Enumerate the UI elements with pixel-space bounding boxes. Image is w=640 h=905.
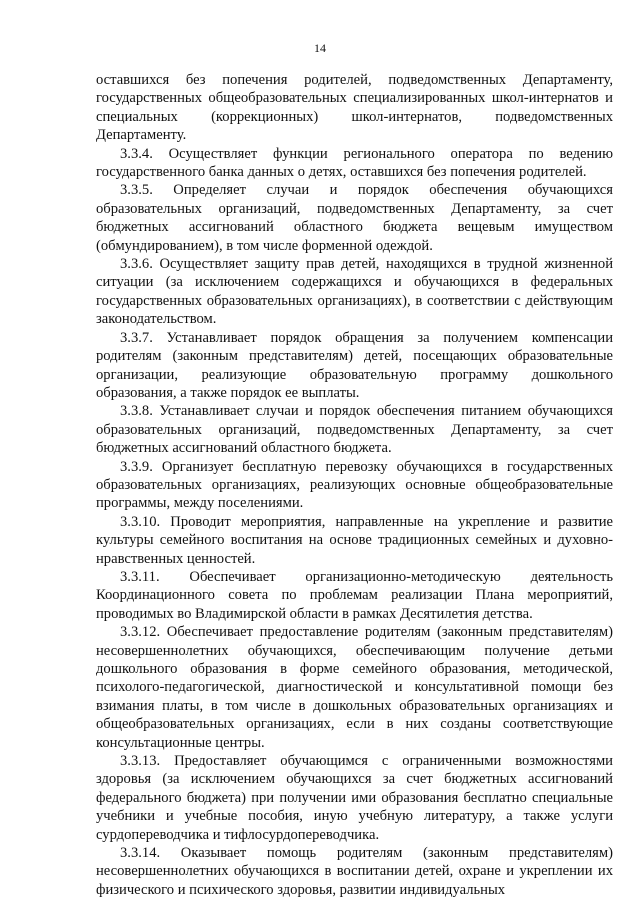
paragraph-3-3-11: 3.3.11. Обеспечивает организационно-методическую деятельность Координационного совета по проблемам реализации Плана мероприятий, проводимых во Владимирской области в рамках Десятилетия детства. bbox=[96, 568, 613, 622]
paragraph-3-3-6: 3.3.6. Осуществляет защиту прав детей, находящихся в трудной жизненной ситуации (за исключением содержащихся и обучающихся в федеральных государственных образовательных организациях), в соответствии с действующим законодательством. bbox=[96, 256, 613, 328]
paragraph-3-3-14: 3.3.14. Оказывает помощь родителям (законным представителям) несовершеннолетних обучающихся в воспитании детей, охране и укреплении их физического и психического здоровья, развитии индивидуальных bbox=[96, 845, 613, 898]
paragraph-3-3-8: 3.3.8. Устанавливает случаи и порядок обеспечения питанием обучающихся образовательных организаций, подведомственных Департаменту, за счет бюджетных ассигнований областного бюджета. bbox=[96, 403, 613, 457]
paragraph-3-3-13: 3.3.13. Предоставляет обучающимся с ограниченными возможностями здоровья (за исключением обучающихся за счет бюджетных ассигнований федерального бюджета) при получении ими образования бесплатно специальные учебники и учебные пособия, иную учебную литературу, а также услуги сурдопереводчика и тифлосурдопереводчика. bbox=[96, 753, 613, 843]
paragraph-3-3-4: 3.3.4. Осуществляет функции регионального оператора по ведению государственного банка данных о детях, оставшихся без попечения родителей. bbox=[96, 145, 613, 181]
page-number: 14 bbox=[314, 41, 326, 55]
paragraph-3-3-10: 3.3.10. Проводит мероприятия, направленные на укрепление и развитие культуры семейного воспитания на основе традиционных семейных и духовно-нравственных ценностей. bbox=[96, 513, 613, 567]
paragraph-continuation: оставшихся без попечения родителей, подведомственных Департаменту, государственных общеобразовательных специализированных школ-интернатов и специальных (коррекционных) школ-интернатов, подведомственных Департаменту. bbox=[96, 72, 613, 144]
document-body bbox=[96, 71, 613, 899]
paragraph-3-3-12: 3.3.12. Обеспечивает предоставление родителям (законным представителям) несовершеннолетних обучающихся, обеспечивающим получение детьми дошкольного образования в форме семейного образования, методической, психолого-педагогической, диагностической и консультативной помощи без взимания платы, в том числе в дошкольных образовательных организациях и общеобразовательных организациях, если в них созданы соответствующие консультационные центры. bbox=[96, 624, 613, 751]
paragraph-3-3-9: 3.3.9. Организует бесплатную перевозку обучающихся в государственных образовательных организациях, реализующих основные общеобразовательные программы, между поселениями. bbox=[96, 458, 613, 512]
paragraph-3-3-5: 3.3.5. Определяет случаи и порядок обеспечения обучающихся образовательных организаций, подведомственных Департаменту, за счет бюджетных ассигнований областного бюджета вещевым имуществом (обмундированием), в том числе форменной одеждой. bbox=[96, 182, 613, 254]
paragraph-3-3-7: 3.3.7. Устанавливает порядок обращения за получением компенсации родителям (законным представителям) детей, посещающих образовательные организации, реализующие образовательную программу дошкольного образования, а также порядок ее выплаты. bbox=[96, 329, 613, 401]
